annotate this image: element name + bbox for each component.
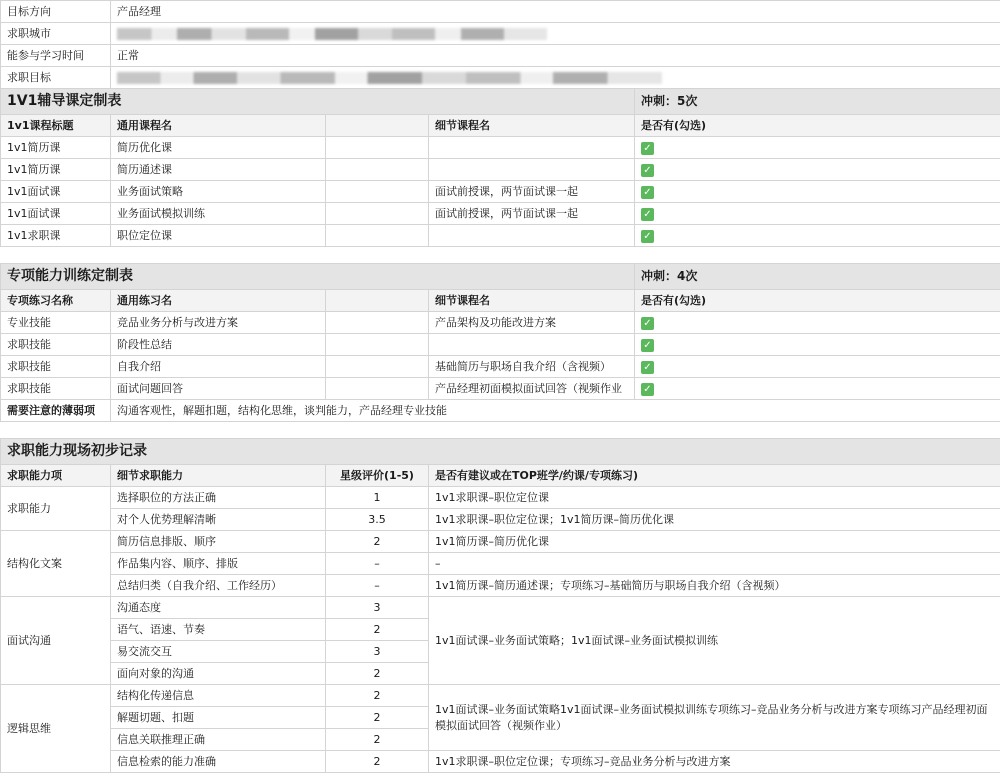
checkbox-cell[interactable] (635, 378, 1000, 400)
course-detail (429, 225, 635, 247)
ability-item: 总结归类（自我介绍、工作经历） (111, 575, 326, 597)
course-detail (429, 137, 635, 159)
advice: 1v1求职课–职位定位课；专项练习–竞品业务分析与改进方案 (429, 751, 1000, 773)
redacted-text (117, 72, 662, 84)
star-rating: – (326, 553, 429, 575)
checkbox-cell[interactable] (635, 312, 1000, 334)
check-icon[interactable]: ✓ (641, 317, 654, 330)
weak-points-label: 需要注意的薄弱项 (1, 400, 111, 422)
ability-item: 简历信息排版、顺序 (111, 531, 326, 553)
ability-group: 结构化文案 (1, 531, 111, 597)
star-rating: 1 (326, 487, 429, 509)
practice-detail: 产品经理初面模拟面试回答（视频作业 (429, 378, 635, 400)
practice-detail: 基础简历与职场自我介绍（含视频） (429, 356, 635, 378)
practice-detail (429, 334, 635, 356)
practice-title: 求职技能 (1, 334, 111, 356)
star-rating: – (326, 575, 429, 597)
star-rating: 2 (326, 751, 429, 773)
table-row (1, 509, 1000, 531)
ability-group: 求职能力 (1, 487, 111, 531)
course-detail: 面试前授课，两节面试课一起 (429, 181, 635, 203)
column-header-row (1, 290, 1000, 312)
course-name: 业务面试模拟训练 (111, 203, 326, 225)
advice: 1v1求职课–职位定位课 (429, 487, 1000, 509)
table-row (1, 685, 1000, 707)
check-icon[interactable]: ✓ (641, 230, 654, 243)
info-value-redacted (111, 67, 1000, 89)
ability-item: 信息检索的能力准确 (111, 751, 326, 773)
advice: 1v1面试课–业务面试策略；1v1面试课–业务面试模拟训练 (429, 597, 1000, 685)
table-row (1, 312, 1000, 334)
table-row (1, 181, 1000, 203)
section-title: 1V1辅导课定制表 (1, 89, 635, 115)
course-detail (429, 159, 635, 181)
table-row (1, 553, 1000, 575)
info-label: 目标方向 (1, 1, 111, 23)
info-label: 求职目标 (1, 67, 111, 89)
ability-item: 信息关联推理正确 (111, 729, 326, 751)
coaching-section-header (1, 89, 1000, 115)
ability-item: 语气、语速、节奏 (111, 619, 326, 641)
ability-group: 面试沟通 (1, 597, 111, 685)
advice: 1v1简历课–简历通述课；专项练习–基础简历与职场自我介绍（含视频） (429, 575, 1000, 597)
advice: 1v1面试课–业务面试策略1v1面试课–业务面试模拟训练专项练习–竞品业务分析与改进方案专项练习产品经理初面模拟面试回答（视频作业） (429, 685, 1000, 751)
ability-item: 结构化传递信息 (111, 685, 326, 707)
practice-name: 竞品业务分析与改进方案 (111, 312, 326, 334)
ability-item: 解题切题、扣题 (111, 707, 326, 729)
table-row (1, 597, 1000, 619)
record-section-header (1, 439, 1000, 465)
column-header: 专项练习名称 (1, 290, 111, 312)
practice-name: 面试问题回答 (111, 378, 326, 400)
practice-title: 求职技能 (1, 378, 111, 400)
check-icon[interactable]: ✓ (641, 339, 654, 352)
spacer-row (1, 422, 1000, 439)
column-header: 是否有(勾选) (635, 290, 1000, 312)
column-header-row (1, 115, 1000, 137)
star-rating: 2 (326, 619, 429, 641)
ability-item: 选择职位的方法正确 (111, 487, 326, 509)
course-name: 业务面试策略 (111, 181, 326, 203)
info-row (1, 1, 1000, 23)
course-name: 简历通述课 (111, 159, 326, 181)
course-title: 1v1简历课 (1, 159, 111, 181)
course-detail: 面试前授课，两节面试课一起 (429, 203, 635, 225)
check-icon[interactable]: ✓ (641, 383, 654, 396)
section-title: 求职能力现场初步记录 (1, 439, 1000, 465)
empty-cell (326, 290, 429, 312)
course-title: 1v1简历课 (1, 137, 111, 159)
info-value: 正常 (111, 45, 1000, 67)
empty-cell (326, 115, 429, 137)
advice: 1v1求职课–职位定位课；1v1简历课–简历优化课 (429, 509, 1000, 531)
check-icon[interactable]: ✓ (641, 361, 654, 374)
info-label: 能参与学习时间 (1, 45, 111, 67)
star-rating: 2 (326, 685, 429, 707)
table-row (1, 487, 1000, 509)
checkbox-cell[interactable] (635, 181, 1000, 203)
practice-title: 专业技能 (1, 312, 111, 334)
empty-cell (326, 181, 429, 203)
column-header: 是否有建议或在TOP班学/约课/专项练习) (429, 465, 1000, 487)
check-icon[interactable]: ✓ (641, 142, 654, 155)
empty-cell (326, 356, 429, 378)
star-rating: 3.5 (326, 509, 429, 531)
advice: – (429, 553, 1000, 575)
checkbox-cell[interactable] (635, 334, 1000, 356)
weak-points-row (1, 400, 1000, 422)
practice-title: 求职技能 (1, 356, 111, 378)
star-rating: 2 (326, 531, 429, 553)
table-row (1, 137, 1000, 159)
practice-name: 自我介绍 (111, 356, 326, 378)
weak-points-value: 沟通客观性，解题扣题，结构化思维，谈判能力，产品经理专业技能 (111, 400, 1000, 422)
ability-group: 逻辑思维 (1, 685, 111, 773)
info-row (1, 45, 1000, 67)
table-row (1, 203, 1000, 225)
table-row (1, 531, 1000, 553)
empty-cell (1, 247, 1000, 264)
ability-item: 对个人优势理解清晰 (111, 509, 326, 531)
redacted-text (117, 28, 547, 40)
star-rating: 3 (326, 597, 429, 619)
ability-item: 面向对象的沟通 (111, 663, 326, 685)
course-title: 1v1面试课 (1, 203, 111, 225)
spacer-row (1, 247, 1000, 264)
checkbox-cell[interactable] (635, 356, 1000, 378)
course-title: 1v1求职课 (1, 225, 111, 247)
training-section-header (1, 264, 1000, 290)
course-name: 职位定位课 (111, 225, 326, 247)
info-row (1, 67, 1000, 89)
empty-cell (326, 378, 429, 400)
checkbox-cell[interactable] (635, 225, 1000, 247)
table-row (1, 751, 1000, 773)
practice-detail: 产品架构及功能改进方案 (429, 312, 635, 334)
column-header: 通用课程名 (111, 115, 326, 137)
star-rating: 2 (326, 663, 429, 685)
advice: 1v1简历课–简历优化课 (429, 531, 1000, 553)
empty-cell (1, 422, 1000, 439)
column-header: 1v1课程标题 (1, 115, 111, 137)
empty-cell (326, 159, 429, 181)
checkbox-cell[interactable] (635, 203, 1000, 225)
column-header: 求职能力项 (1, 465, 111, 487)
column-header: 是否有(勾选) (635, 115, 1000, 137)
sprint-count: 冲刺：4次 (635, 264, 1000, 290)
info-value: 产品经理 (111, 1, 1000, 23)
sprint-count: 冲刺：5次 (635, 89, 1000, 115)
checkbox-cell[interactable] (635, 137, 1000, 159)
empty-cell (326, 334, 429, 356)
table-row (1, 159, 1000, 181)
column-header: 细节课程名 (429, 115, 635, 137)
info-row (1, 23, 1000, 45)
info-value-redacted (111, 23, 1000, 45)
ability-item: 作品集内容、顺序、排版 (111, 553, 326, 575)
table-row (1, 225, 1000, 247)
empty-cell (326, 225, 429, 247)
star-rating: 2 (326, 729, 429, 751)
empty-cell (326, 203, 429, 225)
checkbox-cell[interactable] (635, 159, 1000, 181)
ability-item: 沟通态度 (111, 597, 326, 619)
course-name: 简历优化课 (111, 137, 326, 159)
check-icon[interactable]: ✓ (641, 208, 654, 221)
table-row (1, 575, 1000, 597)
empty-cell (326, 137, 429, 159)
column-header: 细节课程名 (429, 290, 635, 312)
check-icon[interactable]: ✓ (641, 186, 654, 199)
star-rating: 3 (326, 641, 429, 663)
table-row (1, 356, 1000, 378)
column-header: 细节求职能力 (111, 465, 326, 487)
table-row (1, 334, 1000, 356)
check-icon[interactable]: ✓ (641, 164, 654, 177)
ability-item: 易交流交互 (111, 641, 326, 663)
practice-name: 阶段性总结 (111, 334, 326, 356)
section-title: 专项能力训练定制表 (1, 264, 635, 290)
star-rating: 2 (326, 707, 429, 729)
empty-cell (326, 312, 429, 334)
column-header: 星级评价(1-5) (326, 465, 429, 487)
column-header: 通用练习名 (111, 290, 326, 312)
info-label: 求职城市 (1, 23, 111, 45)
table-row (1, 378, 1000, 400)
course-title: 1v1面试课 (1, 181, 111, 203)
column-header-row (1, 465, 1000, 487)
